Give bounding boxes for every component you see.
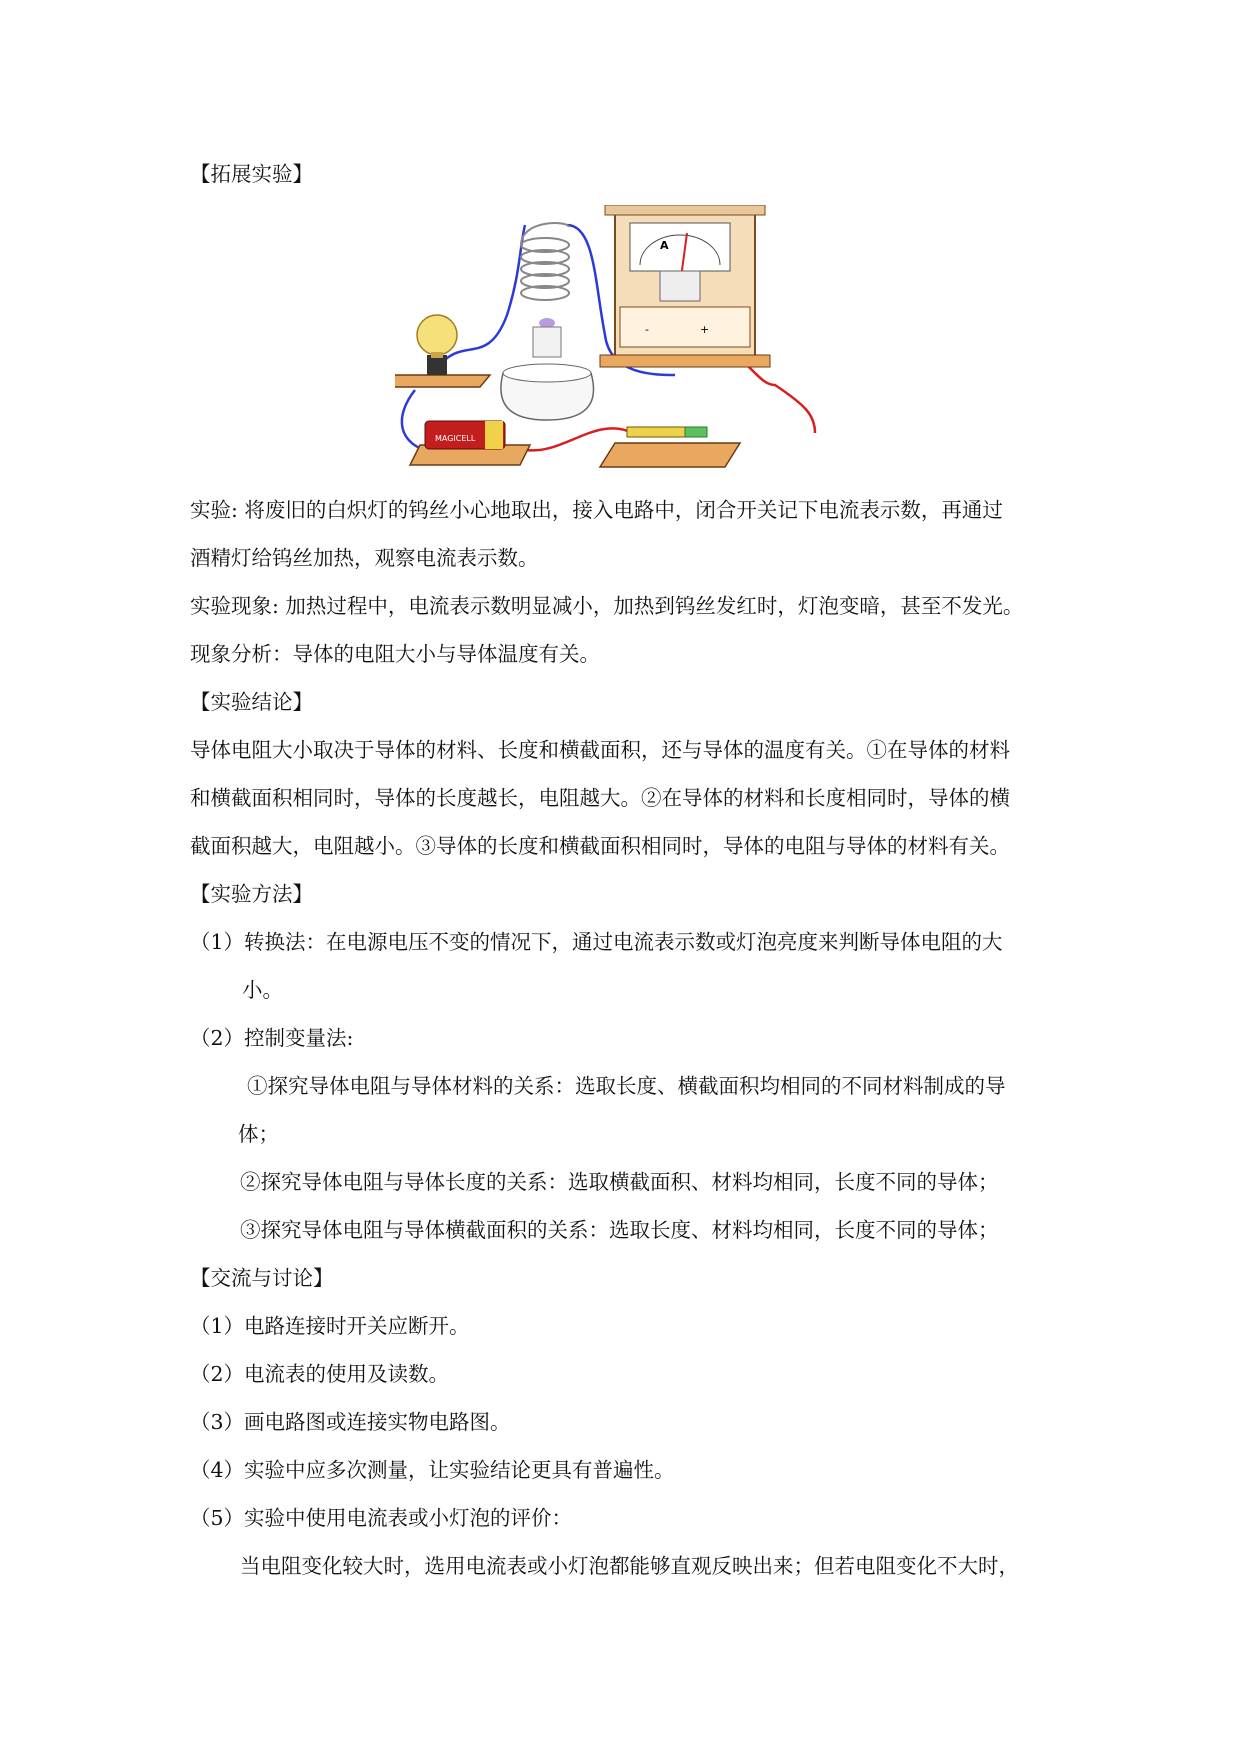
conclusion-heading: 【实验结论】: [190, 690, 313, 714]
method-item-1-line-1: （1）转换法：在电源电压不变的情况下，通过电流表示数或灯泡亮度来判断导体电阻的大: [190, 930, 1003, 954]
method-sub-3: ③探究导体电阻与导体横截面积的关系：选取长度、材料均相同，长度不同的导体；: [240, 1218, 999, 1242]
lamp-icon: [395, 315, 490, 387]
method-sub-1-line-1: ①探究导体电阻与导体材料的关系：选取长度、横截面积均相同的不同材料制成的导: [247, 1074, 1006, 1098]
experiment-phenomenon: 实验现象: 加热过程中，电流表示数明显减小，加热到钨丝发红时，灯泡变暗，甚至不发光。: [190, 594, 1024, 618]
battery-icon: [410, 421, 530, 465]
extension-heading: 【拓展实验】: [190, 162, 313, 186]
experiment-line-1: 实验: 将废旧的白炽灯的钨丝小心地取出，接入电路中，闭合开关记下电流表示数，再通过: [190, 498, 1003, 522]
experiment-analysis: 现象分析：导体的电阻大小与导体温度有关。: [190, 642, 600, 666]
conclusion-line-2: 和横截面积相同时，导体的长度越长，电阻越大。②在导体的材料和长度相同时，导体的横: [190, 786, 1010, 810]
discussion-item-4: （4）实验中应多次测量，让实验结论更具有普遍性。: [190, 1458, 675, 1482]
switch-icon: [600, 427, 740, 467]
method-item-2: （2）控制变量法:: [190, 1026, 354, 1050]
method-item-1-line-2: 小。: [242, 978, 283, 1002]
discussion-item-5: （5）实验中使用电流表或小灯泡的评价：: [190, 1506, 573, 1530]
method-heading: 【实验方法】: [190, 882, 313, 906]
ammeter-minus-terminal: -: [645, 323, 649, 336]
ammeter-plus-terminal: +: [700, 323, 710, 336]
alcohol-lamp-icon: [501, 318, 594, 420]
discussion-item-3: （3）画电路图或连接实物电路图。: [190, 1410, 511, 1434]
battery-label: MAGICELL: [435, 434, 476, 443]
method-sub-1-line-2: 体；: [238, 1122, 279, 1146]
ammeter-symbol: A: [660, 239, 669, 252]
discussion-item-1: （1）电路连接时开关应断开。: [190, 1314, 470, 1338]
conclusion-line-1: 导体电阻大小取决于导体的材料、长度和横截面积，还与导体的温度有关。①在导体的材料: [190, 738, 1010, 762]
circuit-figure: [395, 205, 855, 480]
circuit-illustration: [395, 205, 855, 480]
discussion-heading: 【交流与讨论】: [190, 1266, 334, 1290]
discussion-item-2: （2）电流表的使用及读数。: [190, 1362, 450, 1386]
experiment-line-2: 酒精灯给钨丝加热，观察电流表示数。: [190, 546, 539, 570]
method-sub-2: ②探究导体电阻与导体长度的关系：选取横截面积、材料均相同，长度不同的导体；: [240, 1170, 999, 1194]
discussion-item-5-detail: 当电阻变化较大时，选用电流表或小灯泡都能够直观反映出来；但若电阻变化不大时，: [240, 1554, 1019, 1578]
ammeter-icon: [600, 205, 770, 367]
conclusion-line-3: 截面积越大，电阻越小。③导体的长度和横截面积相同时，导体的电阻与导体的材料有关。: [190, 834, 1010, 858]
tungsten-coil-icon: [521, 223, 569, 300]
